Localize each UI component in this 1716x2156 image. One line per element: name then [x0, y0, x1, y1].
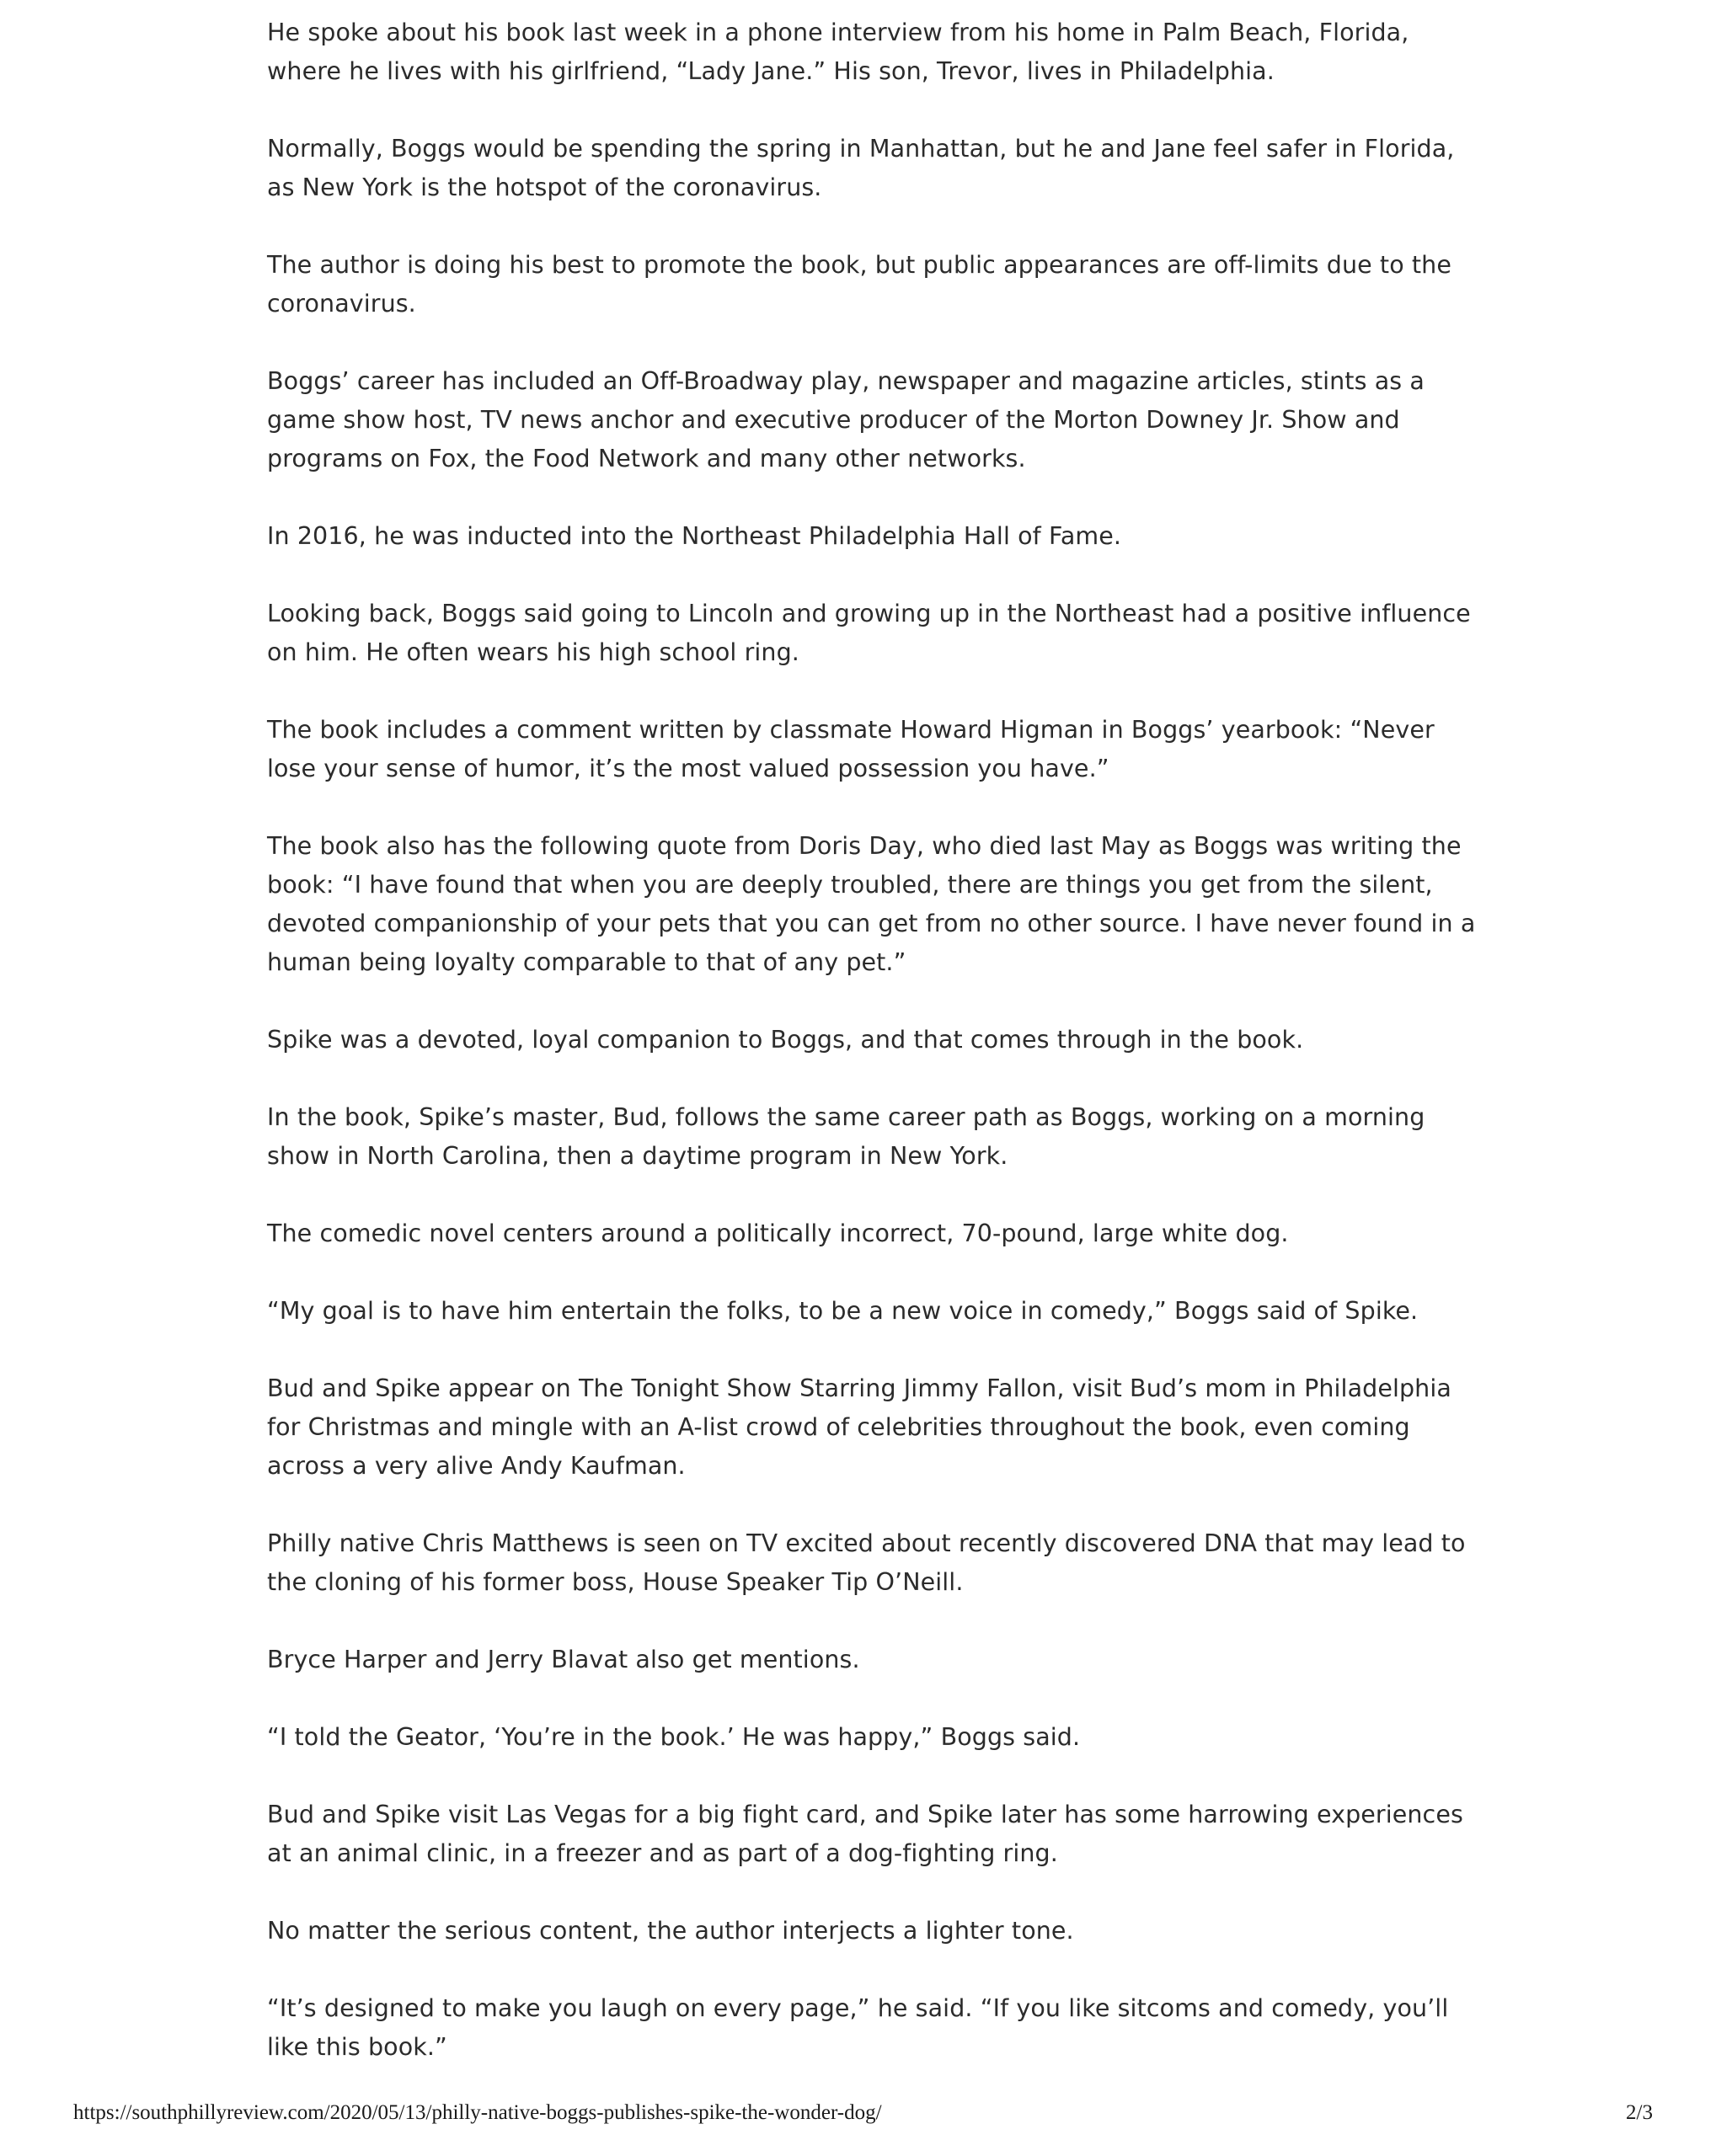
article-body [267, 13, 1480, 2105]
article-paragraph: In 2016, he was inducted into the Northeast Philadelphia Hall of Fame. [267, 522, 1122, 550]
article-paragraph: The book also has the following quote from Doris Day, who died last May as Boggs was writing the book: “I have found that when you are deeply troubled, there are things you get from the silent, devoted companionship of your pets that you can get from no other source. I have never found in a human being loyalty comparable to that of any pet.” [267, 832, 1476, 976]
article-paragraph: Boggs’ career has included an Off-Broadway play, newspaper and magazine articles, stints as a game show host, TV news anchor and executive producer of the Morton Downey Jr. Show and programs on Fox, the Food Network and many other networks. [267, 367, 1425, 472]
article-paragraph: “It’s designed to make you laugh on every page,” he said. “If you like sitcoms and comedy, you’ll like this book.” [267, 1994, 1449, 2061]
article-paragraph: Normally, Boggs would be spending the spring in Manhattan, but he and Jane feel safer in Florida, as New York is the hotspot of the coronavirus. [267, 135, 1455, 201]
article-paragraph: Philly native Chris Matthews is seen on TV excited about recently discovered DNA that may lead to the cloning of his former boss, House Speaker Tip O’Neill. [267, 1529, 1466, 1596]
article-paragraph: Bud and Spike visit Las Vegas for a big fight card, and Spike later has some harrowing experiences at an animal clinic, in a freezer and as part of a dog-fighting ring. [267, 1801, 1463, 1867]
print-footer [73, 2101, 1653, 2125]
article-paragraph: The author is doing his best to promote the book, but public appearances are off-limits due to the coronavirus. [267, 251, 1451, 318]
article-paragraph: “My goal is to have him entertain the folks, to be a new voice in comedy,” Boggs said of Spike. [267, 1297, 1419, 1325]
article-paragraph: In the book, Spike’s master, Bud, follows the same career path as Boggs, working on a morning show in North Carolina, then a daytime program in New York. [267, 1103, 1425, 1170]
article-paragraph: “I told the Geator, ‘You’re in the book.’ He was happy,” Boggs said. [267, 1723, 1081, 1751]
footer-page-number: 2/3 [1626, 2101, 1653, 2124]
article-paragraph: Bryce Harper and Jerry Blavat also get mentions. [267, 1646, 860, 1673]
footer-url: https://southphillyreview.com/2020/05/13/philly-native-boggs-publishes-spike-the-wonder-dog/ [73, 2101, 882, 2124]
article-paragraph: The comedic novel centers around a politically incorrect, 70-pound, large white dog. [267, 1219, 1289, 1247]
article-paragraph: Bud and Spike appear on The Tonight Show Starring Jimmy Fallon, visit Bud’s mom in Philadelphia for Christmas and mingle with an A-list crowd of celebrities throughout the book, even coming across a very alive Andy Kaufman. [267, 1374, 1451, 1480]
article-paragraph: The book includes a comment written by classmate Howard Higman in Boggs’ yearbook: “Never lose your sense of humor, it’s the most valued possession you have.” [267, 716, 1435, 782]
article-paragraph: No matter the serious content, the author interjects a lighter tone. [267, 1917, 1074, 1945]
article-paragraph: Looking back, Boggs said going to Lincoln and growing up in the Northeast had a positive influence on him. He often wears his high school ring. [267, 600, 1471, 666]
article-paragraph: He spoke about his book last week in a phone interview from his home in Palm Beach, Florida, where he lives with his girlfriend, “Lady Jane.” His son, Trevor, lives in Philadelphia. [267, 19, 1409, 85]
article-paragraph: Spike was a devoted, loyal companion to Boggs, and that comes through in the book. [267, 1026, 1304, 1054]
